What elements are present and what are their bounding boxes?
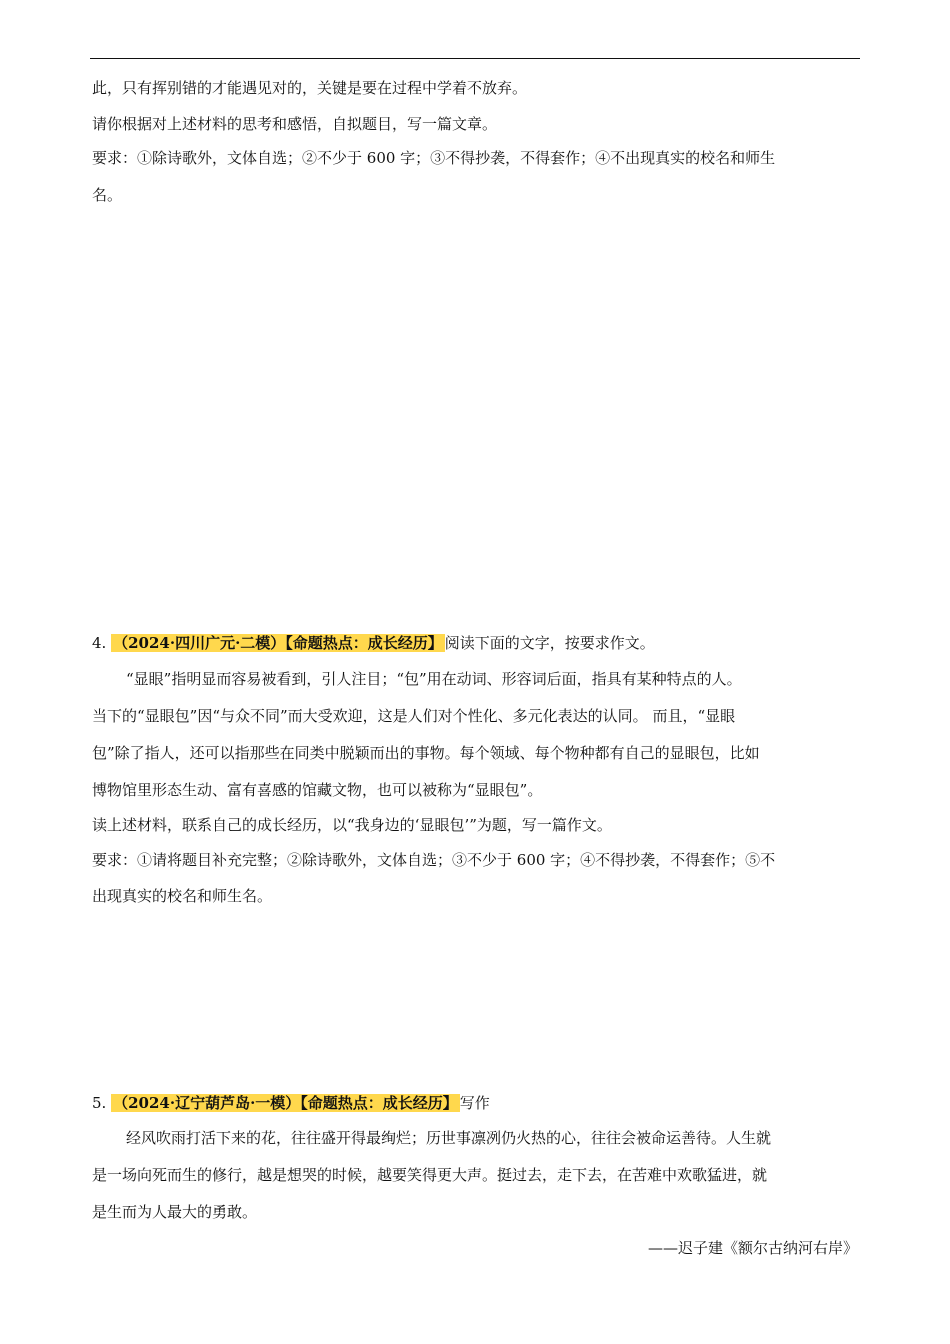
- q4-material-line-1: “显眼”指明显而容易被看到，引人注目；“包”用在动词、形容词后面，指具有某种特点的人。: [126, 670, 742, 688]
- question-number: 4.: [92, 634, 107, 652]
- question-instruction: 写作: [459, 1094, 490, 1112]
- top-text-line-3: 要求：①除诗歌外，文体自选；②不少于 600 字；③不得抄袭，不得套作；④不出现真实的校名和师生: [92, 149, 776, 167]
- top-text-line-2: 请你根据对上述材料的思考和感悟，自拟题目，写一篇文章。: [92, 115, 498, 133]
- question-5-heading: [92, 1092, 490, 1114]
- q4-material-line-2: 当下的“显眼包”因“与众不同”而大受欢迎，这是人们对个性化、多元化表达的认同。 而且，“显眼: [92, 707, 736, 725]
- header-rule: [90, 58, 860, 59]
- q4-task: 读上述材料，联系自己的成长经历，以“我身边的‘显眼包’”为题，写一篇作文。: [92, 816, 612, 834]
- top-text-line-1: 此，只有挥别错的才能遇见对的，关键是要在过程中学着不放弃。: [92, 79, 528, 97]
- q5-attribution: ——迟子建《额尔古纳河右岸》: [647, 1239, 858, 1257]
- question-source-tag: （2024·辽宁葫芦岛·一模）【命题热点：成长经历】: [113, 1094, 458, 1112]
- q4-material-line-4: 博物馆里形态生动、富有喜感的馆藏文物，也可以被称为“显眼包”。: [92, 781, 543, 799]
- q5-material-line-3: 是生而为人最大的勇敢。: [92, 1203, 258, 1221]
- question-4-heading: [92, 632, 655, 654]
- q4-requirements-line-2: 出现真实的校名和师生名。: [92, 887, 273, 905]
- question-source-tag: （2024·四川广元·二模）【命题热点：成长经历】: [113, 634, 443, 652]
- top-text-line-4: 名。: [92, 186, 123, 204]
- q5-material-line-1: 经风吹雨打活下来的花，往往盛开得最绚烂；历世事凛冽仍火热的心，往往会被命运善待。人生就: [126, 1129, 772, 1147]
- question-number: 5.: [92, 1094, 107, 1112]
- question-instruction: 阅读下面的文字，按要求作文。: [444, 634, 655, 652]
- q4-requirements-line-1: 要求：①请将题目补充完整；②除诗歌外，文体自选；③不少于 600 字；④不得抄袭，不得套作；⑤不: [92, 851, 776, 869]
- q5-material-line-2: 是一场向死而生的修行，越是想哭的时候，越要笑得更大声。挺过去，走下去，在苦难中欢歌猛进，就: [92, 1166, 768, 1184]
- q4-material-line-3: 包”除了指人，还可以指那些在同类中脱颖而出的事物。每个领域、每个物种都有自己的显眼包，比如: [92, 744, 760, 762]
